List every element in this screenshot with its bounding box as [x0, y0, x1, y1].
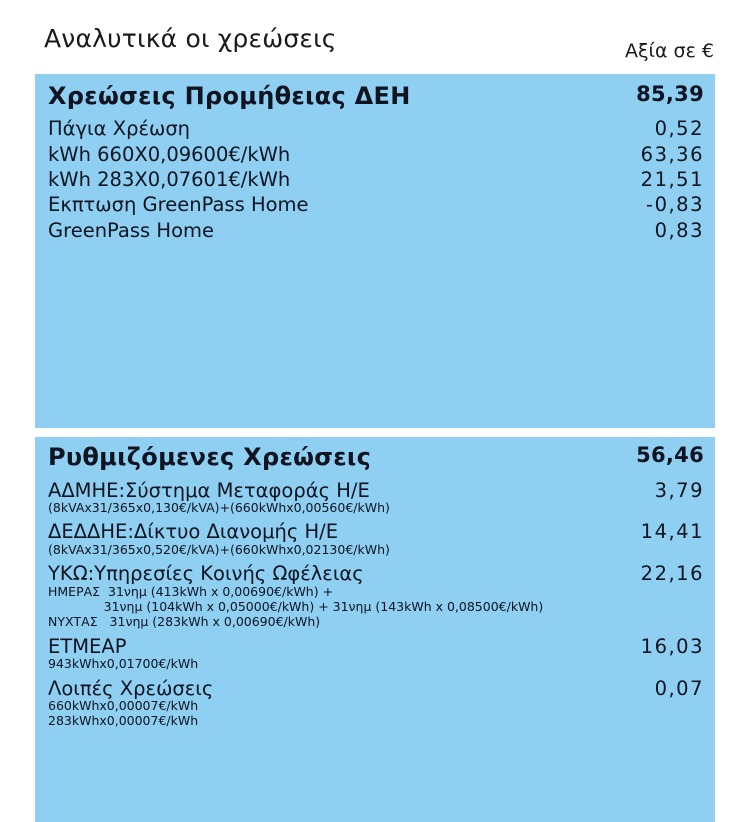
regulated-charge-row [48, 479, 704, 502]
charge-formula: (8kVAx31/365x0,520€/kVA)+(660kWhx0,02130€/kWh) [48, 542, 390, 557]
charge-label: Πάγια Χρέωση [48, 117, 191, 140]
regulated-section-title: Ρυθμιζόμενες Χρεώσεις [48, 443, 372, 471]
charge-label: ΔΕΔΔΗΕ:Δίκτυο Διανομής Η/Ε [48, 520, 339, 543]
regulated-section-total: 56,46 [636, 443, 704, 467]
charge-amount: 0,07 [654, 677, 704, 700]
supply-charges-panel [35, 74, 715, 428]
charge-label: Λοιπές Χρεώσεις [48, 677, 214, 700]
charge-formula: ΗΜΕΡΑΣ 31νημ (413kWh x 0,00690€/kWh) + 31νημ (104kWh x 0,05000€/kWh) + 31νημ (143kWh x 0,08500€/kWh) ΝΥΧΤΑΣ 31νημ (283kWh x 0,00690€/kWh) [48, 584, 544, 629]
charge-formula: (8kVAx31/365x0,130€/kVA)+(660kWhx0,00560€/kWh) [48, 500, 390, 515]
charge-label: kWh 660X0,09600€/kWh [48, 143, 291, 166]
regulated-charge-row [48, 520, 704, 543]
charge-amount: 3,79 [654, 479, 704, 502]
charge-row [48, 219, 704, 242]
page-title: Αναλυτικά οι χρεώσεις [44, 24, 337, 53]
charge-amount: -0,83 [646, 193, 704, 216]
supply-section-title: Χρεώσεις Προμήθειας ΔΕΗ [48, 82, 411, 110]
charge-amount: 16,03 [640, 635, 704, 658]
charge-label: ΕΤΜΕΑΡ [48, 635, 127, 658]
charge-label: GreenPass Home [48, 219, 214, 242]
supply-section-total: 85,39 [636, 82, 704, 106]
charge-formula: 943kWhx0,01700€/kWh [48, 656, 199, 671]
charge-amount: 22,16 [640, 562, 704, 585]
charge-label: ΥΚΩ:Υπηρεσίες Κοινής Ωφέλειας [48, 562, 364, 585]
supply-section-header [48, 82, 704, 110]
charge-row [48, 143, 704, 166]
regulated-charge-row [48, 635, 704, 658]
charge-formula: 660kWhx0,00007€/kWh 283kWhx0,00007€/kWh [48, 698, 199, 728]
charge-amount: 63,36 [640, 143, 704, 166]
regulated-section-header [48, 443, 704, 471]
regulated-charges-panel [35, 437, 715, 822]
charge-row [48, 168, 704, 191]
regulated-charge-row [48, 677, 704, 700]
charge-row [48, 117, 704, 140]
regulated-charge-row [48, 562, 704, 585]
value-column-header: Αξία σε € [624, 40, 714, 62]
charge-label: ΑΔΜΗΕ:Σύστημα Μεταφοράς Η/Ε [48, 479, 370, 502]
charge-row [48, 193, 704, 216]
charge-amount: 14,41 [640, 520, 704, 543]
charge-label: Εκπτωση GreenPass Home [48, 193, 309, 216]
charge-amount: 0,52 [654, 117, 704, 140]
charge-label: kWh 283X0,07601€/kWh [48, 168, 291, 191]
charge-amount: 21,51 [640, 168, 704, 191]
charge-amount: 0,83 [654, 219, 704, 242]
